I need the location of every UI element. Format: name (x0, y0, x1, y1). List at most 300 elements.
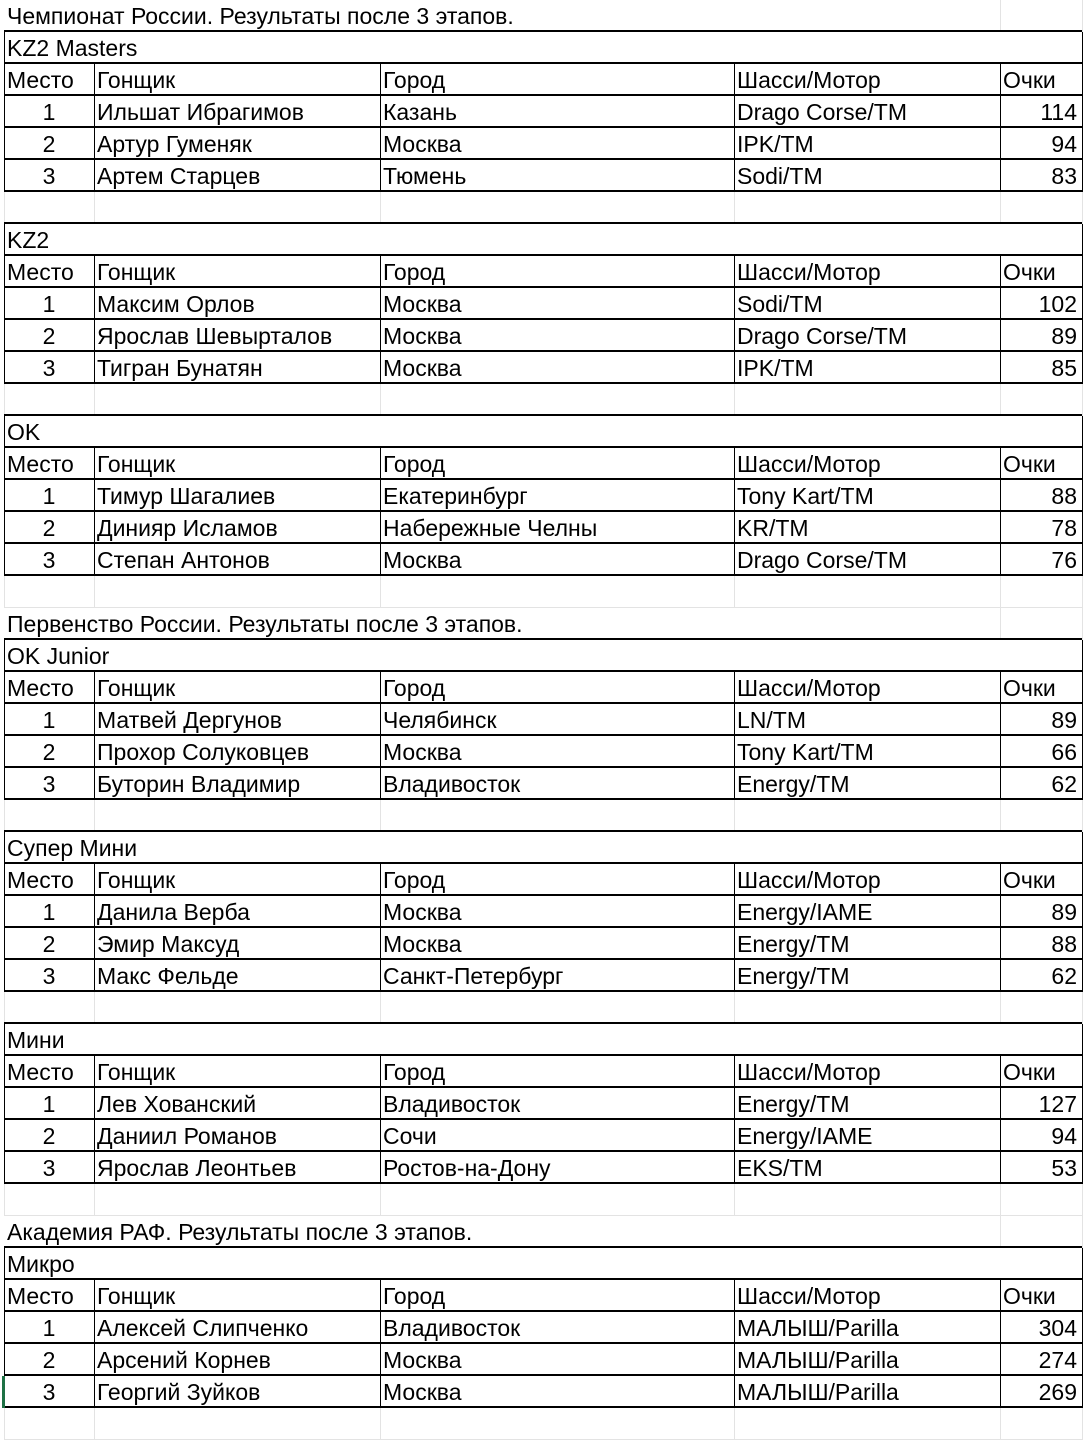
table-border (734, 64, 735, 192)
points-cell[interactable]: 274 (1038, 1347, 1077, 1373)
place-cell[interactable]: 3 (42, 547, 56, 573)
table-border (4, 958, 1082, 960)
table-row (0, 352, 1086, 384)
points-cell[interactable]: 89 (1051, 707, 1077, 733)
table-border (1082, 672, 1083, 800)
table-border (734, 1056, 735, 1184)
table-border (1082, 1056, 1083, 1184)
table-border (4, 926, 1082, 928)
city-cell[interactable]: Москва (383, 291, 462, 317)
city-cell[interactable]: Москва (383, 739, 462, 765)
driver-cell[interactable]: Тимур Шагалиев (97, 483, 276, 509)
table-border (4, 990, 1082, 992)
table-border (1000, 64, 1001, 192)
chassis-engine-cell[interactable]: МАЛЫШ/Parilla (737, 1315, 899, 1341)
class-name-row (0, 224, 1086, 256)
driver-cell[interactable]: Ярослав Шевырталов (97, 323, 333, 349)
chassis-engine-cell[interactable]: Energy/IAME (737, 899, 873, 925)
column-header[interactable]: Шасси/Мотор (737, 675, 881, 701)
column-header[interactable]: Очки (1003, 867, 1056, 893)
city-cell[interactable]: Москва (383, 355, 462, 381)
table-header-row (0, 64, 1086, 96)
table-border (4, 832, 5, 864)
table-border (4, 1342, 1082, 1344)
points-cell[interactable]: 94 (1051, 131, 1077, 157)
points-cell[interactable]: 83 (1051, 163, 1077, 189)
chassis-engine-cell[interactable]: IPK/TM (737, 131, 814, 157)
points-cell[interactable]: 62 (1051, 771, 1077, 797)
grid-line (94, 192, 95, 224)
grid-line (1082, 800, 1083, 832)
table-border (1082, 832, 1083, 864)
table-border (4, 446, 1082, 448)
table-border (4, 1406, 1082, 1408)
table-row (0, 736, 1086, 768)
place-cell[interactable]: 2 (42, 1347, 56, 1373)
empty-row (0, 384, 1086, 416)
place-cell[interactable]: 1 (42, 291, 56, 317)
column-header[interactable]: Город (383, 1059, 446, 1085)
table-border (4, 382, 1082, 384)
column-header[interactable]: Гонщик (97, 867, 176, 893)
chassis-engine-cell[interactable]: Energy/TM (737, 931, 850, 957)
table-header-row (0, 864, 1086, 896)
place-cell[interactable]: 2 (42, 931, 56, 957)
place-cell[interactable]: 3 (42, 1379, 56, 1405)
place-cell[interactable]: 3 (42, 1155, 56, 1181)
section-title[interactable]: Академия РАФ. Результаты после 3 этапов. (7, 1219, 473, 1245)
table-border (734, 672, 735, 800)
table-border (4, 94, 1082, 96)
column-header[interactable]: Город (383, 1283, 446, 1309)
grid-line (4, 1184, 5, 1216)
column-header[interactable]: Город (383, 451, 446, 477)
table-border (734, 256, 735, 384)
place-cell[interactable]: 1 (42, 899, 56, 925)
column-header[interactable]: Место (7, 451, 74, 477)
grid-line (734, 1184, 735, 1216)
table-border (4, 1248, 5, 1280)
grid-line (1000, 992, 1001, 1024)
points-cell[interactable]: 78 (1051, 515, 1077, 541)
column-header[interactable]: Шасси/Мотор (737, 67, 881, 93)
table-border (380, 448, 381, 576)
table-header-row (0, 672, 1086, 704)
grid-line (380, 384, 381, 416)
column-header[interactable]: Город (383, 259, 446, 285)
empty-row (0, 192, 1086, 224)
points-cell[interactable]: 88 (1051, 931, 1077, 957)
table-border (734, 448, 735, 576)
table-row (0, 544, 1086, 576)
column-header[interactable]: Шасси/Мотор (737, 259, 881, 285)
place-cell[interactable]: 3 (42, 963, 56, 989)
points-cell[interactable]: 114 (1040, 99, 1077, 125)
table-border (380, 1056, 381, 1184)
column-header[interactable]: Очки (1003, 1059, 1056, 1085)
column-header[interactable]: Очки (1003, 67, 1056, 93)
class-name[interactable]: Мини (7, 1027, 65, 1053)
table-border (4, 1086, 1082, 1088)
table-border (4, 1022, 1082, 1024)
grid-line (1000, 800, 1001, 832)
table-border (1000, 1056, 1001, 1184)
table-border (4, 766, 1082, 768)
chassis-engine-cell[interactable]: Energy/IAME (737, 1123, 873, 1149)
section-title[interactable]: Чемпионат России. Результаты после 3 этапов. (7, 3, 514, 29)
grid-line (1082, 1216, 1083, 1248)
table-border (4, 510, 1082, 512)
grid-line (1082, 0, 1083, 32)
section-title-row (0, 0, 1086, 32)
grid-line (380, 1184, 381, 1216)
column-header[interactable]: Шасси/Мотор (737, 1283, 881, 1309)
driver-cell[interactable]: Артур Гуменяк (97, 131, 252, 157)
points-cell[interactable]: 76 (1051, 547, 1077, 573)
city-cell[interactable]: Владивосток (383, 1315, 521, 1341)
table-border (1082, 448, 1083, 576)
points-cell[interactable]: 66 (1051, 739, 1077, 765)
table-border (1082, 416, 1083, 448)
grid-line (1000, 576, 1001, 608)
grid-line (1082, 608, 1083, 640)
class-name[interactable]: OK Junior (7, 643, 110, 669)
table-row (0, 1120, 1086, 1152)
points-cell[interactable]: 88 (1051, 483, 1077, 509)
table-header-row (0, 256, 1086, 288)
chassis-engine-cell[interactable]: EKS/TM (737, 1155, 823, 1181)
class-name-row (0, 416, 1086, 448)
table-row (0, 1312, 1086, 1344)
column-header[interactable]: Гонщик (97, 259, 176, 285)
grid-line (1082, 1408, 1083, 1440)
table-border (4, 640, 5, 672)
chassis-engine-cell[interactable]: IPK/TM (737, 355, 814, 381)
column-header[interactable]: Шасси/Мотор (737, 1059, 881, 1085)
grid-line (94, 384, 95, 416)
driver-cell[interactable]: Ярослав Леонтьев (97, 1155, 297, 1181)
chassis-engine-cell[interactable]: Drago Corse/TM (737, 547, 907, 573)
driver-cell[interactable]: Алексей Слипченко (97, 1315, 309, 1341)
place-cell[interactable]: 1 (42, 483, 56, 509)
class-name[interactable]: KZ2 (7, 227, 50, 253)
empty-row (0, 992, 1086, 1024)
place-cell[interactable]: 3 (42, 163, 56, 189)
column-header[interactable]: Шасси/Мотор (737, 867, 881, 893)
column-header[interactable]: Место (7, 1059, 74, 1085)
points-cell[interactable]: 304 (1038, 1315, 1077, 1341)
table-border (1000, 864, 1001, 992)
table-border (4, 894, 1082, 896)
column-header[interactable]: Гонщик (97, 1283, 176, 1309)
place-cell[interactable]: 3 (42, 355, 56, 381)
table-border (4, 318, 1082, 320)
class-name[interactable]: KZ2 Masters (7, 35, 138, 61)
city-cell[interactable]: Москва (383, 1347, 462, 1373)
column-header[interactable]: Место (7, 867, 74, 893)
table-border (734, 1280, 735, 1408)
chassis-engine-cell[interactable]: Tony Kart/TM (737, 483, 874, 509)
driver-cell[interactable]: Степан Антонов (97, 547, 270, 573)
table-border (380, 64, 381, 192)
table-row (0, 960, 1086, 992)
table-border (4, 32, 5, 64)
table-border (4, 62, 1082, 64)
table-border (380, 256, 381, 384)
table-border (4, 1374, 1082, 1376)
class-name-row (0, 1248, 1086, 1280)
column-header[interactable]: Очки (1003, 1283, 1056, 1309)
section-title-row (0, 1216, 1086, 1248)
chassis-engine-cell[interactable]: МАЛЫШ/Parilla (737, 1347, 899, 1373)
column-header[interactable]: Место (7, 67, 74, 93)
city-cell[interactable]: Набережные Челны (383, 515, 598, 541)
table-border (4, 638, 1082, 640)
table-border (94, 864, 95, 992)
city-cell[interactable]: Москва (383, 1379, 462, 1405)
points-cell[interactable]: 89 (1051, 899, 1077, 925)
points-cell[interactable]: 53 (1051, 1155, 1077, 1181)
grid-line (4, 1408, 5, 1440)
table-border (4, 798, 1082, 800)
place-cell[interactable]: 1 (42, 99, 56, 125)
driver-cell[interactable]: Эмир Максуд (97, 931, 240, 957)
table-border (4, 734, 1082, 736)
chassis-engine-cell[interactable]: KR/TM (737, 515, 809, 541)
table-border (4, 414, 1082, 416)
table-border (4, 1310, 1082, 1312)
place-cell[interactable]: 2 (42, 131, 56, 157)
points-cell[interactable]: 94 (1051, 1123, 1077, 1149)
column-header[interactable]: Место (7, 259, 74, 285)
city-cell[interactable]: Ростов-на-Дону (383, 1155, 551, 1181)
city-cell[interactable]: Москва (383, 899, 462, 925)
table-border (1082, 1024, 1083, 1056)
column-header[interactable]: Место (7, 675, 74, 701)
table-border (4, 1246, 1082, 1248)
points-cell[interactable]: 89 (1051, 323, 1077, 349)
table-border (4, 1118, 1082, 1120)
grid-line (734, 1408, 735, 1440)
column-header[interactable]: Гонщик (97, 67, 176, 93)
column-header[interactable]: Место (7, 1283, 74, 1309)
table-border (4, 126, 1082, 128)
chassis-engine-cell[interactable]: LN/TM (737, 707, 806, 733)
driver-cell[interactable]: Арсений Корнев (97, 1347, 271, 1373)
table-header-row (0, 1280, 1086, 1312)
section-title[interactable]: Первенство России. Результаты после 3 этапов. (7, 611, 523, 637)
grid-line (380, 576, 381, 608)
city-cell[interactable]: Москва (383, 131, 462, 157)
grid-line (94, 1408, 95, 1440)
driver-cell[interactable]: Тигран Бунатян (97, 355, 263, 381)
city-cell[interactable]: Тюмень (383, 163, 467, 189)
table-border (4, 670, 1082, 672)
table-row (0, 96, 1086, 128)
points-cell[interactable]: 62 (1051, 963, 1077, 989)
class-name[interactable]: Супер Мини (7, 835, 138, 861)
table-row (0, 512, 1086, 544)
chassis-engine-cell[interactable]: Energy/TM (737, 771, 850, 797)
table-border (4, 1278, 1082, 1280)
table-row (0, 768, 1086, 800)
grid-line (380, 1408, 381, 1440)
table-border (1000, 256, 1001, 384)
driver-cell[interactable]: Буторин Владимир (97, 771, 301, 797)
grid-line (380, 192, 381, 224)
table-border (4, 1150, 1082, 1152)
column-header[interactable]: Гонщик (97, 451, 176, 477)
driver-cell[interactable]: Даниил Романов (97, 1123, 278, 1149)
place-cell[interactable]: 3 (42, 771, 56, 797)
driver-cell[interactable]: Максим Орлов (97, 291, 255, 317)
class-name-row (0, 640, 1086, 672)
city-cell[interactable]: Казань (383, 99, 457, 125)
table-row (0, 128, 1086, 160)
table-border (4, 64, 5, 192)
driver-cell[interactable]: Прохор Солуковцев (97, 739, 310, 765)
column-header[interactable]: Гонщик (97, 675, 176, 701)
grid-line (1082, 1184, 1083, 1216)
table-border (4, 672, 5, 800)
chassis-engine-cell[interactable]: Tony Kart/TM (737, 739, 874, 765)
chassis-engine-cell[interactable]: МАЛЫШ/Parilla (737, 1379, 899, 1405)
grid-line (94, 576, 95, 608)
table-border (1082, 640, 1083, 672)
table-border (4, 224, 5, 256)
place-cell[interactable]: 2 (42, 323, 56, 349)
driver-cell[interactable]: Ильшат Ибрагимов (97, 99, 304, 125)
driver-cell[interactable]: Матвей Дергунов (97, 707, 282, 733)
chassis-engine-cell[interactable]: Sodi/TM (737, 291, 823, 317)
section-title-row (0, 608, 1086, 640)
grid-line (734, 800, 735, 832)
table-border (4, 350, 1082, 352)
table-border (4, 1182, 1082, 1184)
table-border (1082, 64, 1083, 192)
city-cell[interactable]: Санкт-Петербург (383, 963, 564, 989)
table-border (94, 1056, 95, 1184)
grid-line (1082, 576, 1083, 608)
table-border (1082, 256, 1083, 384)
table-border (4, 256, 5, 384)
grid-line (1000, 1216, 1001, 1248)
class-name[interactable]: OK (7, 419, 41, 445)
column-header[interactable]: Гонщик (97, 1059, 176, 1085)
city-cell[interactable]: Москва (383, 323, 462, 349)
table-border (4, 478, 1082, 480)
driver-cell[interactable]: Динияр Исламов (97, 515, 278, 541)
city-cell[interactable]: Сочи (383, 1123, 437, 1149)
place-cell[interactable]: 1 (42, 1091, 56, 1117)
place-cell[interactable]: 1 (42, 1315, 56, 1341)
table-border (4, 416, 5, 448)
class-name[interactable]: Микро (7, 1251, 75, 1277)
table-border (734, 864, 735, 992)
column-header[interactable]: Город (383, 675, 446, 701)
place-cell[interactable]: 2 (42, 739, 56, 765)
grid-line (1000, 608, 1001, 640)
chassis-engine-cell[interactable]: Energy/TM (737, 1091, 850, 1117)
class-name-row (0, 32, 1086, 64)
place-cell[interactable]: 1 (42, 707, 56, 733)
grid-line (1000, 0, 1001, 32)
grid-line (4, 192, 5, 224)
driver-cell[interactable]: Лев Хованский (97, 1091, 257, 1117)
grid-line (4, 384, 5, 416)
table-border (94, 1280, 95, 1408)
grid-line (1000, 1184, 1001, 1216)
chassis-engine-cell[interactable]: Drago Corse/TM (737, 323, 907, 349)
city-cell[interactable]: Екатеринбург (383, 483, 528, 509)
grid-line (1082, 992, 1083, 1024)
grid-line (734, 384, 735, 416)
table-header-row (0, 448, 1086, 480)
table-border (94, 256, 95, 384)
table-row (0, 896, 1086, 928)
points-cell[interactable]: 102 (1038, 291, 1077, 317)
grid-line (734, 192, 735, 224)
driver-cell[interactable]: Данила Верба (97, 899, 250, 925)
place-cell[interactable]: 2 (42, 515, 56, 541)
table-border (1082, 32, 1083, 64)
column-header[interactable]: Очки (1003, 451, 1056, 477)
place-cell[interactable]: 2 (42, 1123, 56, 1149)
points-cell[interactable]: 269 (1038, 1379, 1077, 1405)
grid-line (94, 800, 95, 832)
table-border (380, 672, 381, 800)
column-header[interactable]: Очки (1003, 675, 1056, 701)
column-header[interactable]: Город (383, 67, 446, 93)
empty-row (0, 800, 1086, 832)
grid-line (1000, 384, 1001, 416)
chassis-engine-cell[interactable]: Sodi/TM (737, 163, 823, 189)
driver-cell[interactable]: Артем Старцев (97, 163, 261, 189)
table-border (4, 222, 1082, 224)
grid-line (734, 992, 735, 1024)
points-cell[interactable]: 85 (1051, 355, 1077, 381)
city-cell[interactable]: Челябинск (383, 707, 497, 733)
points-cell[interactable]: 127 (1038, 1091, 1077, 1117)
city-cell[interactable]: Москва (383, 931, 462, 957)
city-cell[interactable]: Владивосток (383, 1091, 521, 1117)
table-border (4, 1056, 5, 1184)
table-border (4, 862, 1082, 864)
table-border (1000, 448, 1001, 576)
table-row (0, 288, 1086, 320)
table-border (1082, 224, 1083, 256)
table-border (4, 830, 1082, 832)
grid-line (1082, 192, 1083, 224)
column-header[interactable]: Шасси/Мотор (737, 451, 881, 477)
driver-cell[interactable]: Макс Фельде (97, 963, 239, 989)
table-row (0, 928, 1086, 960)
table-border (4, 286, 1082, 288)
column-header[interactable]: Город (383, 867, 446, 893)
chassis-engine-cell[interactable]: Energy/TM (737, 963, 850, 989)
table-border (4, 1054, 1082, 1056)
table-border (1000, 1280, 1001, 1408)
column-header[interactable]: Очки (1003, 259, 1056, 285)
city-cell[interactable]: Владивосток (383, 771, 521, 797)
city-cell[interactable]: Москва (383, 547, 462, 573)
table-border (4, 574, 1082, 576)
table-border (4, 864, 5, 992)
chassis-engine-cell[interactable]: Drago Corse/TM (737, 99, 907, 125)
class-name-row (0, 832, 1086, 864)
driver-cell[interactable]: Георгий Зуйков (97, 1379, 261, 1405)
empty-row (0, 576, 1086, 608)
